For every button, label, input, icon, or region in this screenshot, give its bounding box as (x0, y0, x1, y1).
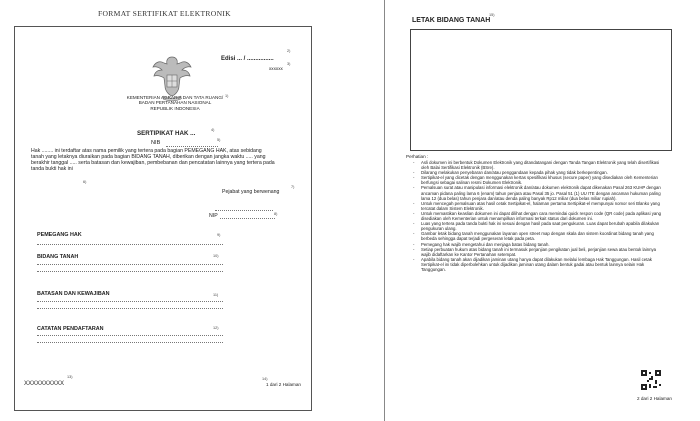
footnote-marker: 15) (489, 13, 495, 17)
list-item: - Apabila bidang tanah akan dijadikan jaminan utang hanya dapat dilakukan melalui lembaga Hak Tanggungan. Hasil cetak Sertipikat-el ini tidak diperbolehkan untuk dijadikan jaminan utang dalam bentuk gadai atau bentuk lainnya selain Hak Tanggungan. (413, 256, 652, 272)
nib-field (166, 146, 218, 147)
notes-list (413, 160, 667, 272)
section-line (37, 264, 223, 265)
list-item: - Gambar letak bidang tanah menggunakan layanan open street map dengan skala dan sistem koordinat bidang tanah yang berbeda sehingga dapat terjadi pergeseran letak pada peta. (413, 231, 654, 242)
section-line (37, 342, 223, 343)
footnote-marker: 2) (287, 49, 291, 53)
footnote-marker: 9) (217, 233, 221, 237)
ministry-line: KEMENTERIAN AGRARIA DAN TATA RUANG/ (126, 95, 224, 100)
ministry-line: REPUBLIK INDONESIA (150, 105, 200, 111)
certificate-title: SERTIPIKAT HAK ... (137, 130, 196, 137)
document-format-title: FORMAT SERTIFIKAT ELEKTRONIK (98, 9, 231, 18)
list-item: - Pemegang hak wajib mengetahui dan menjaga batas bidang tanah. (413, 241, 550, 247)
footnote-marker: 14) (262, 377, 268, 381)
list-item: - Asli dokumen ini berbentuk Dokumen Elektronik yang ditandatangani dengan Tanda Tangan Elektronik yang telah disertifikasi oleh Balai Sertifikasi Elektronik (BSre). (413, 160, 660, 171)
list-item: - Luas yang tertera pada tanda bukti hak ini sesuai dengan hasil pada saat pengukuran. Luas dapat berubah apabila dilakukan pengukuran ulang. (413, 221, 660, 232)
section-catatan-pendaftaran: CATATAN PENDAFTARAN (37, 326, 104, 332)
body-line: tanda bukti hak ini (31, 166, 73, 173)
footnote-marker: 5) (217, 138, 221, 142)
notes-heading: Perhatian : (406, 154, 429, 159)
ministry-name (115, 95, 235, 111)
footnote-marker: 11) (213, 293, 219, 297)
land-map-frame (410, 29, 672, 151)
footnote-marker: 12) (213, 326, 219, 330)
section-bidang-tanah: BIDANG TANAH (37, 254, 79, 260)
section-pemegang-hak: PEMEGANG HAK (37, 232, 82, 238)
page-number: 2 dari 2 Halaman (637, 396, 672, 401)
list-item: - Untuk memastikan keaslian dokumen ini dapat dilihat dengan cara memindai quick respon code (QR code) pada aplikasi yang disediakan oleh Kementerian untuk menampilkan informasi terkait status dari dokumen ini. (413, 210, 662, 222)
page-number: 1 dari 2 Halaman (266, 382, 301, 387)
ministry-line: BADAN PERTANAHAN NASIONAL (138, 100, 212, 106)
qr-code-icon (641, 370, 661, 390)
footnote-marker: 4) (211, 128, 215, 132)
edition-code: xxxxxx (269, 66, 283, 71)
page-divider (384, 0, 385, 421)
land-location-title: LETAK BIDANG TANAH (412, 17, 491, 24)
body-line: Hak ........ ini terdaftar atas nama pemilik yang tertera pada bagian PEMEGANG HAK, atas sebidang (31, 148, 262, 154)
list-item: - Pemalsuan surat atau manipulasi informasi elektronik dan/atau dokumen elektronik dapat dikenakan Pasal 263 KUHP dengan ancaman pidana paling lama 6 (enam) tahun penjara atau Pasal 35 jo. Pasal 51 (1) UU ITE dengan ancaman hukuman paling lama 12 (dua belas) tahun penjara dan/atau denda paling banyak Rp12 miliar (dua belas miliar rupiah). (413, 185, 661, 201)
footnote-marker: 7) (291, 185, 295, 189)
list-item: - Setiap perbuatan hukum atas bidang tanah ini termasuk perjanjian pengikatan jual beli, perjanjian sewa atau bentuk lainnya wajib didaftarkan ke Kantor Pertanahan setempat. (413, 246, 657, 257)
footnote-marker: 13) (67, 375, 73, 379)
body-line: tanah yang letaknya diuraikan pada bagian BIDANG TANAH, diberikan dengan jangka waktu ..... yang (31, 154, 266, 161)
list-item: - Dilarang melakukan penyebaran dan/atau penggandaan kepada pihak yang tidak berkepentingan. (413, 170, 608, 176)
section-batasan-kewajiban: BATASAN DAN KEWAJIBAN (37, 291, 110, 297)
edition-label: Edisi ... / ................ (221, 56, 274, 62)
nib-label: NIB (151, 140, 161, 146)
certificate-body-text (31, 148, 307, 172)
section-line (37, 244, 223, 245)
footnote-marker: 1) (225, 94, 229, 98)
section-line (37, 335, 223, 336)
blanko-serial-number: XXXXXXXXXX (24, 381, 65, 387)
list-item: - Untuk mencegah pemalsuan atas hasil cetak Sertipikat-el, halaman pertama Sertipikat-el mempunyai nomor seri Blanko yang tercatat dalam Sistem Elektronik. (413, 200, 660, 211)
section-line (37, 308, 223, 309)
footnote-marker: 8) (274, 212, 278, 216)
certificate-page-1 (14, 26, 312, 411)
nip-field (220, 218, 275, 219)
nip-label: NIP (209, 213, 218, 219)
section-line (37, 271, 223, 272)
footnote-marker: 3) (287, 62, 291, 66)
body-line: berakhir tanggal ..... serta batasan dan kewajiban, pembebanan dan pencatatan lainnya yang tertera pada (31, 160, 275, 167)
footnote-marker: 10) (213, 254, 219, 258)
footnote-marker: 6) (83, 180, 87, 184)
official-label: Pejabat yang berwenang (222, 189, 280, 195)
list-item: - Sertipikat-el yang dicetak dengan menggunakan kertas spesifikasi khusus (secure paper) yang disediakan oleh Kementerian berfungsi sebagai salinan resmi Dokumen Elektronik. (413, 175, 658, 186)
official-signature-line (215, 210, 273, 211)
section-line (37, 301, 223, 302)
